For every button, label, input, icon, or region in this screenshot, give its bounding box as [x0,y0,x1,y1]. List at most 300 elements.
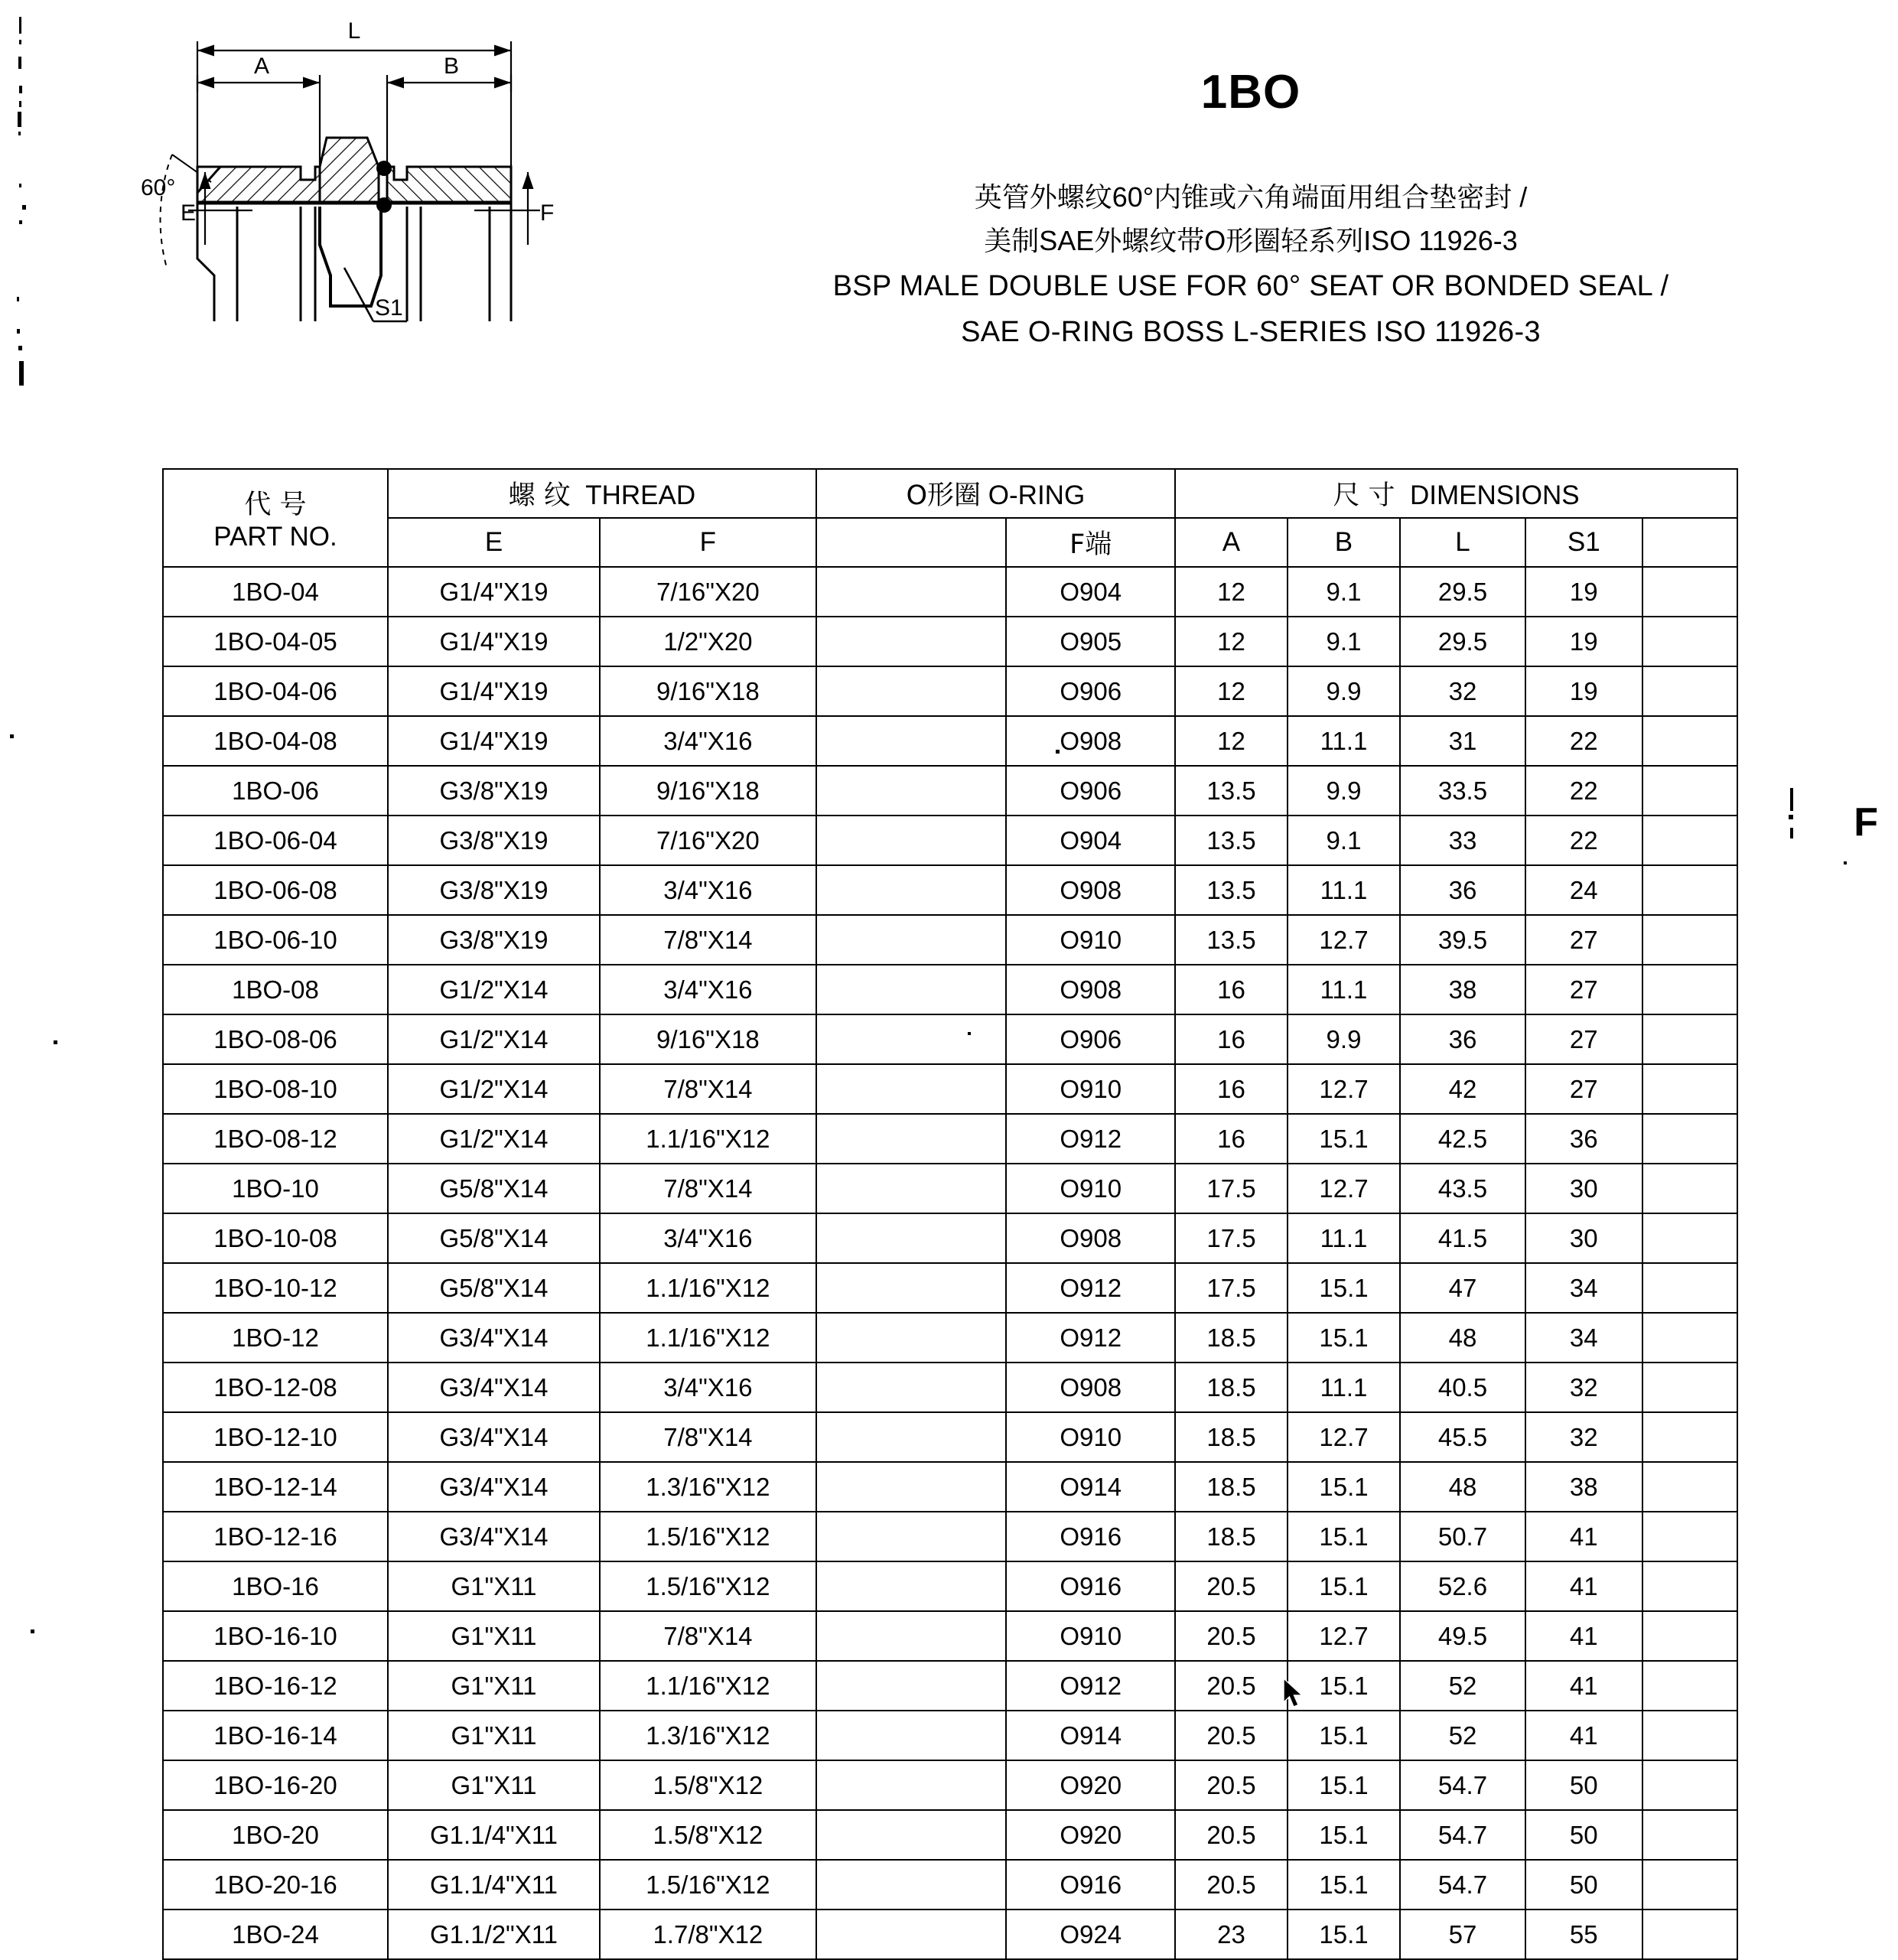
cell-dim-b: 9.1 [1288,617,1400,666]
cell-thread-e: G3/4"X14 [388,1462,600,1512]
cell-part-no: 1BO-04-08 [163,716,388,766]
cell-part-no: 1BO-16-12 [163,1661,388,1711]
cell-last-blank [1642,816,1737,865]
header-oring-group [816,469,1175,518]
cell-dim-a: 12 [1175,716,1288,766]
cell-dim-b: 11.1 [1288,865,1400,915]
cell-thread-e: G5/8"X14 [388,1164,600,1213]
header-part-no-cn: 代 号 [244,490,307,520]
table-row [163,865,1737,915]
cell-oring-f-end: O910 [1006,1164,1175,1213]
cell-last-blank [1642,1313,1737,1363]
header-col-s1: S1 [1525,518,1642,567]
cell-dim-l: 43.5 [1400,1164,1525,1213]
cell-dim-a: 20.5 [1175,1760,1288,1810]
table-row [163,1760,1737,1810]
cell-oring-blank [816,1910,1007,1959]
page-title: 1BO [1200,66,1301,119]
cell-thread-e: G1/2"X14 [388,1064,600,1114]
cell-part-no: 1BO-16 [163,1561,388,1611]
cell-thread-e: G5/8"X14 [388,1263,600,1313]
cell-dim-l: 36 [1400,865,1525,915]
cell-oring-blank [816,1462,1007,1512]
cell-thread-f: 1.5/8"X12 [600,1760,816,1810]
cell-dim-l: 39.5 [1400,915,1525,965]
cell-dim-l: 48 [1400,1313,1525,1363]
cell-dim-l: 57 [1400,1910,1525,1959]
cell-dim-a: 13.5 [1175,865,1288,915]
table-row [163,1014,1737,1064]
cell-thread-f: 7/8"X14 [600,1164,816,1213]
cell-dim-a: 16 [1175,965,1288,1014]
dimension-B [387,75,511,164]
cell-dim-b: 9.9 [1288,766,1400,816]
cell-oring-blank [816,766,1007,816]
cell-oring-blank [816,1810,1007,1860]
header-thread-group [388,469,816,518]
cell-part-no: 1BO-04-06 [163,666,388,716]
scan-artifact [1789,815,1793,819]
cell-last-blank [1642,666,1737,716]
cell-dim-a: 20.5 [1175,1611,1288,1661]
cell-dim-a: 18.5 [1175,1462,1288,1512]
cell-oring-blank [816,1611,1007,1661]
scan-artifact [1056,750,1060,754]
cell-part-no: 1BO-06-08 [163,865,388,915]
cell-part-no: 1BO-06-10 [163,915,388,965]
cell-dim-l: 31 [1400,716,1525,766]
cell-thread-e: G3/8"X19 [388,915,600,965]
cell-part-no: 1BO-08-06 [163,1014,388,1064]
cell-part-no: 1BO-16-10 [163,1611,388,1661]
cell-oring-f-end: O910 [1006,1412,1175,1462]
table-row [163,1711,1737,1760]
cell-dim-s1: 19 [1525,567,1642,617]
cell-oring-blank [816,1512,1007,1561]
cell-thread-e: G1.1/2"X11 [388,1910,600,1959]
cell-oring-blank [816,1661,1007,1711]
cell-part-no: 1BO-10 [163,1164,388,1213]
table-row [163,1462,1737,1512]
cell-dim-s1: 22 [1525,716,1642,766]
cell-thread-e: G5/8"X14 [388,1213,600,1263]
cell-dim-l: 45.5 [1400,1412,1525,1462]
cell-last-blank [1642,766,1737,816]
cell-dim-l: 29.5 [1400,567,1525,617]
header-thread-cn: 螺 纹 [508,480,571,511]
header-dimensions-en: DIMENSIONS [1409,480,1580,510]
header-col-b: B [1288,518,1400,567]
cell-last-blank [1642,1661,1737,1711]
header-dimensions-cn: 尺 寸 [1333,480,1395,511]
cell-dim-a: 13.5 [1175,915,1288,965]
cell-oring-f-end: O906 [1006,766,1175,816]
cell-thread-e: G1/4"X19 [388,617,600,666]
cell-dim-a: 13.5 [1175,816,1288,865]
label-F: F [540,200,555,226]
cell-part-no: 1BO-04-05 [163,617,388,666]
cell-dim-l: 49.5 [1400,1611,1525,1661]
cell-thread-f: 7/8"X14 [600,1611,816,1661]
cell-dim-b: 11.1 [1288,1213,1400,1263]
cell-dim-b: 11.1 [1288,1363,1400,1412]
cell-dim-b: 15.1 [1288,1661,1400,1711]
header-col-a: A [1175,518,1288,567]
cell-part-no: 1BO-10-12 [163,1263,388,1313]
cell-oring-f-end: O910 [1006,1611,1175,1661]
cell-last-blank [1642,567,1737,617]
cell-part-no: 1BO-20-16 [163,1860,388,1910]
table-row [163,915,1737,965]
cell-thread-e: G1"X11 [388,1711,600,1760]
cell-oring-f-end: O906 [1006,1014,1175,1064]
cell-oring-blank [816,1711,1007,1760]
cell-oring-f-end: O914 [1006,1711,1175,1760]
cell-oring-f-end: O910 [1006,1064,1175,1114]
cell-dim-s1: 41 [1525,1711,1642,1760]
cell-oring-f-end: O912 [1006,1114,1175,1164]
cell-thread-f: 3/4"X16 [600,1213,816,1263]
cell-oring-blank [816,716,1007,766]
cell-dim-l: 33 [1400,816,1525,865]
cell-thread-e: G1/4"X19 [388,567,600,617]
cell-part-no: 1BO-06 [163,766,388,816]
cell-oring-f-end: O904 [1006,567,1175,617]
header-col-e: E [388,518,600,567]
cell-last-blank [1642,1611,1737,1661]
cell-dim-b: 15.1 [1288,1711,1400,1760]
cell-dim-b: 15.1 [1288,1462,1400,1512]
cell-oring-blank [816,666,1007,716]
cell-thread-f: 3/4"X16 [600,1363,816,1412]
o-ring-bead [376,161,392,176]
cell-thread-e: G1/4"X19 [388,666,600,716]
cell-thread-f: 1.1/16"X12 [600,1313,816,1363]
scan-artifact [31,1630,34,1633]
cell-oring-blank [816,1860,1007,1910]
cell-dim-l: 52 [1400,1661,1525,1711]
cell-dim-l: 52 [1400,1711,1525,1760]
cell-oring-blank [816,1313,1007,1363]
header-col-last-blank [1642,518,1737,567]
table-row [163,567,1737,617]
cell-dim-s1: 50 [1525,1860,1642,1910]
cell-last-blank [1642,1860,1737,1910]
description-cn-line-2: 美制SAE外螺纹带O形圈轻系列ISO 11926-3 [984,224,1518,256]
table-row [163,1114,1737,1164]
cell-last-blank [1642,865,1737,915]
header-col-f: F [600,518,816,567]
cell-dim-b: 12.7 [1288,1064,1400,1114]
cell-dim-a: 16 [1175,1114,1288,1164]
cell-oring-f-end: O920 [1006,1760,1175,1810]
header-thread-en: THREAD [585,480,696,510]
cell-dim-a: 12 [1175,666,1288,716]
cell-dim-b: 9.1 [1288,816,1400,865]
description-en-line-2: SAE O-RING BOSS L-SERIES ISO 11926-3 [961,315,1541,348]
scan-artifact [1844,861,1847,864]
table-row [163,1860,1737,1910]
header-oring-cn: O形圈 [906,480,982,511]
cell-last-blank [1642,1164,1737,1213]
cell-last-blank [1642,1064,1737,1114]
scan-artifact [19,17,21,34]
table-row [163,1412,1737,1462]
table-row [163,1561,1737,1611]
cell-dim-b: 15.1 [1288,1810,1400,1860]
cell-thread-f: 1/2"X20 [600,617,816,666]
cell-thread-e: G1/2"X14 [388,1014,600,1064]
cell-last-blank [1642,716,1737,766]
cell-thread-e: G1/2"X14 [388,965,600,1014]
cell-last-blank [1642,915,1737,965]
cell-part-no: 1BO-12 [163,1313,388,1363]
table-row [163,1512,1737,1561]
cell-last-blank [1642,1512,1737,1561]
cell-dim-s1: 19 [1525,666,1642,716]
scan-artifact [1790,788,1793,811]
description-en-line-1: BSP MALE DOUBLE USE FOR 60° SEAT OR BONDED SEAL / [832,269,1669,302]
cell-dim-a: 16 [1175,1064,1288,1114]
cell-thread-f: 3/4"X16 [600,716,816,766]
cell-dim-a: 13.5 [1175,766,1288,816]
cell-dim-s1: 32 [1525,1363,1642,1412]
dimension-B-label: B [443,54,460,79]
scan-artifact [17,329,20,334]
cell-dim-a: 18.5 [1175,1512,1288,1561]
fitting-body-section [197,138,511,203]
cell-thread-f: 1.7/8"X12 [600,1910,816,1959]
cell-dim-b: 9.1 [1288,567,1400,617]
scan-artifact [17,297,19,301]
cell-dim-l: 50.7 [1400,1512,1525,1561]
cell-thread-e: G1.1/4"X11 [388,1810,600,1860]
scan-artifact [18,57,21,69]
cell-part-no: 1BO-08 [163,965,388,1014]
table-row [163,1810,1737,1860]
cell-oring-f-end: O916 [1006,1512,1175,1561]
cell-thread-f: 9/16"X18 [600,766,816,816]
cell-dim-a: 18.5 [1175,1412,1288,1462]
cell-oring-f-end: O912 [1006,1313,1175,1363]
cell-dim-s1: 41 [1525,1561,1642,1611]
cell-oring-f-end: O916 [1006,1860,1175,1910]
cell-dim-s1: 34 [1525,1313,1642,1363]
cell-part-no: 1BO-20 [163,1810,388,1860]
cell-thread-e: G1"X11 [388,1561,600,1611]
scan-artifact [54,1040,57,1044]
cell-dim-l: 47 [1400,1263,1525,1313]
cell-last-blank [1642,965,1737,1014]
cell-part-no: 1BO-04 [163,567,388,617]
cell-thread-f: 1.5/16"X12 [600,1561,816,1611]
scan-artifact [19,86,22,93]
table-row [163,1363,1737,1412]
cell-dim-s1: 41 [1525,1661,1642,1711]
scan-artifact [22,205,26,210]
cell-dim-s1: 32 [1525,1412,1642,1462]
cell-last-blank [1642,1014,1737,1064]
scan-artifact [19,101,21,107]
mouse-cursor [1282,1677,1308,1712]
cell-oring-f-end: O912 [1006,1263,1175,1313]
table-row [163,1910,1737,1959]
cell-part-no: 1BO-06-04 [163,816,388,865]
header-part-no [163,469,388,567]
cell-dim-a: 17.5 [1175,1213,1288,1263]
cell-dim-a: 20.5 [1175,1860,1288,1910]
header-part-no-en: PART NO. [213,522,337,552]
cell-dim-s1: 27 [1525,965,1642,1014]
cell-oring-blank [816,617,1007,666]
scan-artifact [19,361,24,386]
cell-oring-blank [816,865,1007,915]
cell-dim-b: 12.7 [1288,1611,1400,1661]
cell-oring-f-end: O910 [1006,915,1175,965]
cell-thread-f: 7/16"X20 [600,567,816,617]
cell-last-blank [1642,1810,1737,1860]
cell-dim-s1: 55 [1525,1910,1642,1959]
cell-thread-e: G3/8"X19 [388,766,600,816]
cell-oring-f-end: O912 [1006,1661,1175,1711]
scan-artifact [1790,828,1793,838]
cell-dim-l: 40.5 [1400,1363,1525,1412]
cell-thread-e: G1/4"X19 [388,716,600,766]
cell-oring-f-end: O924 [1006,1910,1175,1959]
scan-artifact [18,132,21,135]
cell-thread-f: 1.1/16"X12 [600,1263,816,1313]
cell-oring-blank [816,1760,1007,1810]
scan-artifact [10,734,14,738]
cell-dim-b: 11.1 [1288,965,1400,1014]
label-S1: S1 [375,295,403,321]
table-header-row-group [163,469,1737,518]
scan-artifact [19,184,21,187]
cell-oring-f-end: O916 [1006,1561,1175,1611]
cell-oring-f-end: O908 [1006,1363,1175,1412]
cell-thread-e: G1"X11 [388,1760,600,1810]
cell-thread-f: 1.3/16"X12 [600,1711,816,1760]
cell-dim-b: 15.1 [1288,1860,1400,1910]
cell-thread-e: G3/4"X14 [388,1313,600,1363]
cell-oring-blank [816,1561,1007,1611]
cell-thread-e: G3/4"X14 [388,1363,600,1412]
cell-dim-b: 15.1 [1288,1114,1400,1164]
cell-dim-l: 48 [1400,1462,1525,1512]
cell-thread-e: G3/4"X14 [388,1412,600,1462]
cell-part-no: 1BO-08-12 [163,1114,388,1164]
dimension-A [197,75,320,164]
cell-thread-f: 9/16"X18 [600,1014,816,1064]
cell-thread-f: 1.1/16"X12 [600,1114,816,1164]
table-subheader-row [163,518,1737,567]
cell-dim-l: 42.5 [1400,1114,1525,1164]
cell-dim-s1: 24 [1525,865,1642,915]
cell-dim-s1: 41 [1525,1512,1642,1561]
cell-last-blank [1642,1561,1737,1611]
cell-oring-blank [816,915,1007,965]
cell-oring-f-end: O908 [1006,965,1175,1014]
header-col-oring-blank [816,518,1007,567]
cell-dim-b: 15.1 [1288,1313,1400,1363]
cell-last-blank [1642,1910,1737,1959]
cell-part-no: 1BO-12-14 [163,1462,388,1512]
cell-dim-a: 20.5 [1175,1561,1288,1611]
cell-oring-f-end: O920 [1006,1810,1175,1860]
cell-thread-f: 7/8"X14 [600,915,816,965]
cell-part-no: 1BO-12-08 [163,1363,388,1412]
cell-oring-blank [816,1164,1007,1213]
cell-dim-l: 36 [1400,1014,1525,1064]
table-row [163,1611,1737,1661]
cell-last-blank [1642,1263,1737,1313]
scan-artifact [968,1032,971,1035]
cell-dim-b: 9.9 [1288,666,1400,716]
cell-oring-blank [816,1064,1007,1114]
cell-oring-blank [816,965,1007,1014]
cell-dim-b: 12.7 [1288,1412,1400,1462]
cell-oring-f-end: O905 [1006,617,1175,666]
cell-last-blank [1642,617,1737,666]
table-row [163,666,1737,716]
dimension-A-label: A [253,54,270,79]
cell-dim-s1: 30 [1525,1213,1642,1263]
cell-dim-a: 16 [1175,1014,1288,1064]
cell-thread-e: G3/4"X14 [388,1512,600,1561]
cell-dim-l: 33.5 [1400,766,1525,816]
cell-thread-f: 9/16"X18 [600,666,816,716]
cell-thread-f: 7/16"X20 [600,816,816,865]
cell-dim-a: 20.5 [1175,1711,1288,1760]
technical-drawing [115,15,666,428]
table-row [163,816,1737,865]
cell-oring-f-end: O908 [1006,716,1175,766]
cell-dim-a: 17.5 [1175,1263,1288,1313]
cell-dim-s1: 22 [1525,766,1642,816]
cell-last-blank [1642,1760,1737,1810]
scan-artifact [18,346,22,350]
cell-dim-l: 41.5 [1400,1213,1525,1263]
scan-artifact [19,220,22,224]
cell-oring-blank [816,1412,1007,1462]
cell-dim-b: 15.1 [1288,1263,1400,1313]
cell-dim-l: 42 [1400,1064,1525,1114]
cell-thread-e: G1"X11 [388,1611,600,1661]
cell-thread-e: G3/8"X19 [388,816,600,865]
cell-dim-b: 15.1 [1288,1760,1400,1810]
cell-dim-s1: 27 [1525,915,1642,965]
cell-part-no: 1BO-16-20 [163,1760,388,1810]
table-row [163,1164,1737,1213]
cell-part-no: 1BO-12-10 [163,1412,388,1462]
cell-dim-b: 12.7 [1288,915,1400,965]
cell-oring-blank [816,1263,1007,1313]
header-col-l: L [1400,518,1525,567]
cell-thread-f: 7/8"X14 [600,1064,816,1114]
cell-last-blank [1642,1711,1737,1760]
specification-table-container [162,468,1738,1960]
cell-dim-s1: 34 [1525,1263,1642,1313]
cell-part-no: 1BO-08-10 [163,1064,388,1114]
cell-dim-s1: 36 [1525,1114,1642,1164]
table-row [163,965,1737,1014]
cell-thread-f: 1.5/8"X12 [600,1810,816,1860]
cell-dim-l: 32 [1400,666,1525,716]
cell-dim-a: 17.5 [1175,1164,1288,1213]
cell-oring-blank [816,1213,1007,1263]
cell-dim-b: 15.1 [1288,1561,1400,1611]
cell-thread-f: 1.5/16"X12 [600,1512,816,1561]
